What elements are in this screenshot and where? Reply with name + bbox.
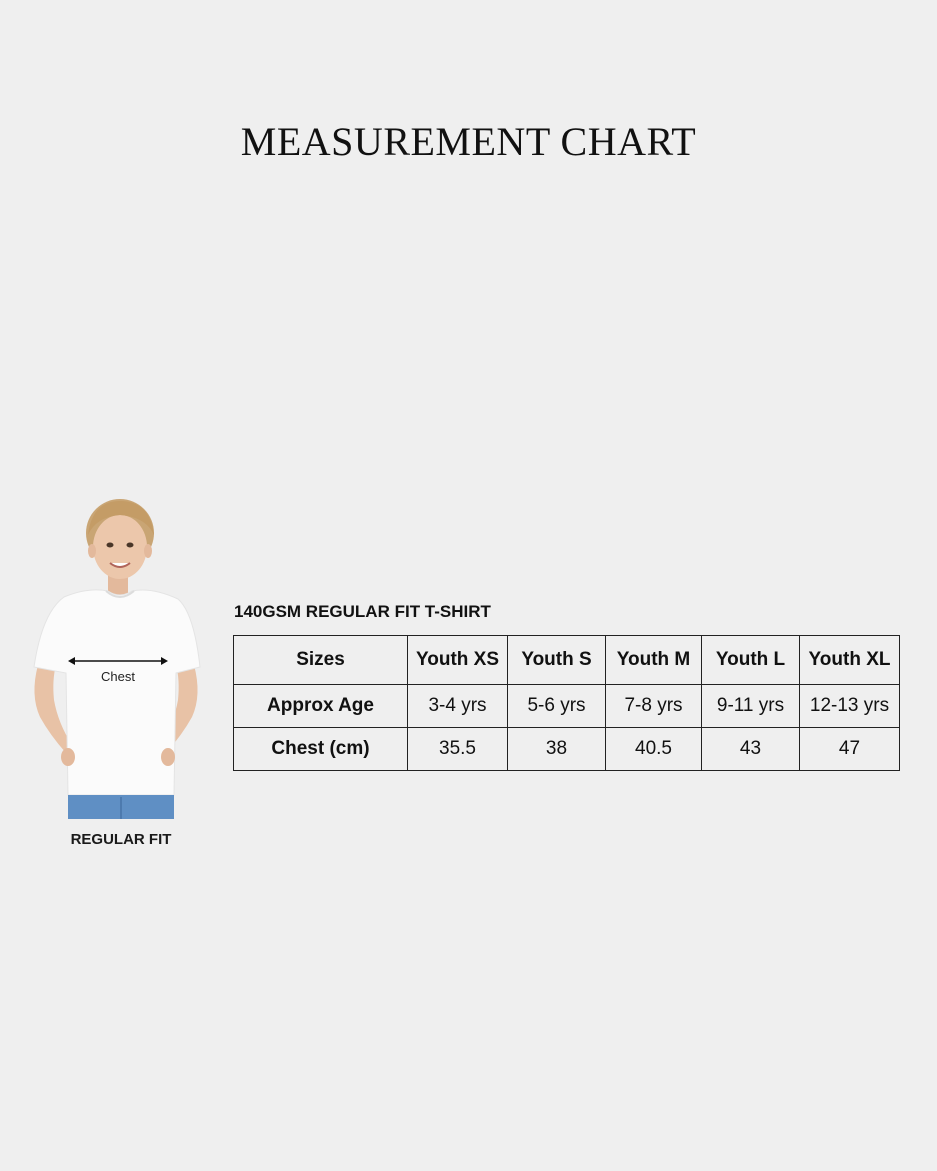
table-cell: 7-8 yrs: [606, 685, 702, 728]
child-tshirt-icon: [28, 495, 208, 825]
row-label: Chest (cm): [234, 728, 408, 771]
model-illustration: [28, 495, 208, 825]
table-cell: 35.5: [408, 728, 508, 771]
chest-measure-label: Chest: [101, 669, 135, 684]
table-header-row: [234, 636, 900, 685]
size-header: Youth S: [508, 636, 606, 685]
fit-label: REGULAR FIT: [70, 831, 172, 848]
size-table: [233, 635, 900, 771]
size-header: Youth M: [606, 636, 702, 685]
table-row: [234, 728, 900, 771]
table-cell: 40.5: [606, 728, 702, 771]
table-row: [234, 685, 900, 728]
table-cell: 47: [800, 728, 900, 771]
table-cell: 38: [508, 728, 606, 771]
size-header: Youth XL: [800, 636, 900, 685]
size-header: Youth L: [702, 636, 800, 685]
table-title: 140GSM REGULAR FIT T-SHIRT: [234, 602, 491, 621]
page-title: MEASUREMENT CHART: [240, 119, 697, 164]
table-cell: 12-13 yrs: [800, 685, 900, 728]
header-label: Sizes: [234, 636, 408, 685]
table-cell: 9-11 yrs: [702, 685, 800, 728]
table-cell: 43: [702, 728, 800, 771]
table-cell: 3-4 yrs: [408, 685, 508, 728]
table-cell: 5-6 yrs: [508, 685, 606, 728]
row-label: Approx Age: [234, 685, 408, 728]
size-header: Youth XS: [408, 636, 508, 685]
